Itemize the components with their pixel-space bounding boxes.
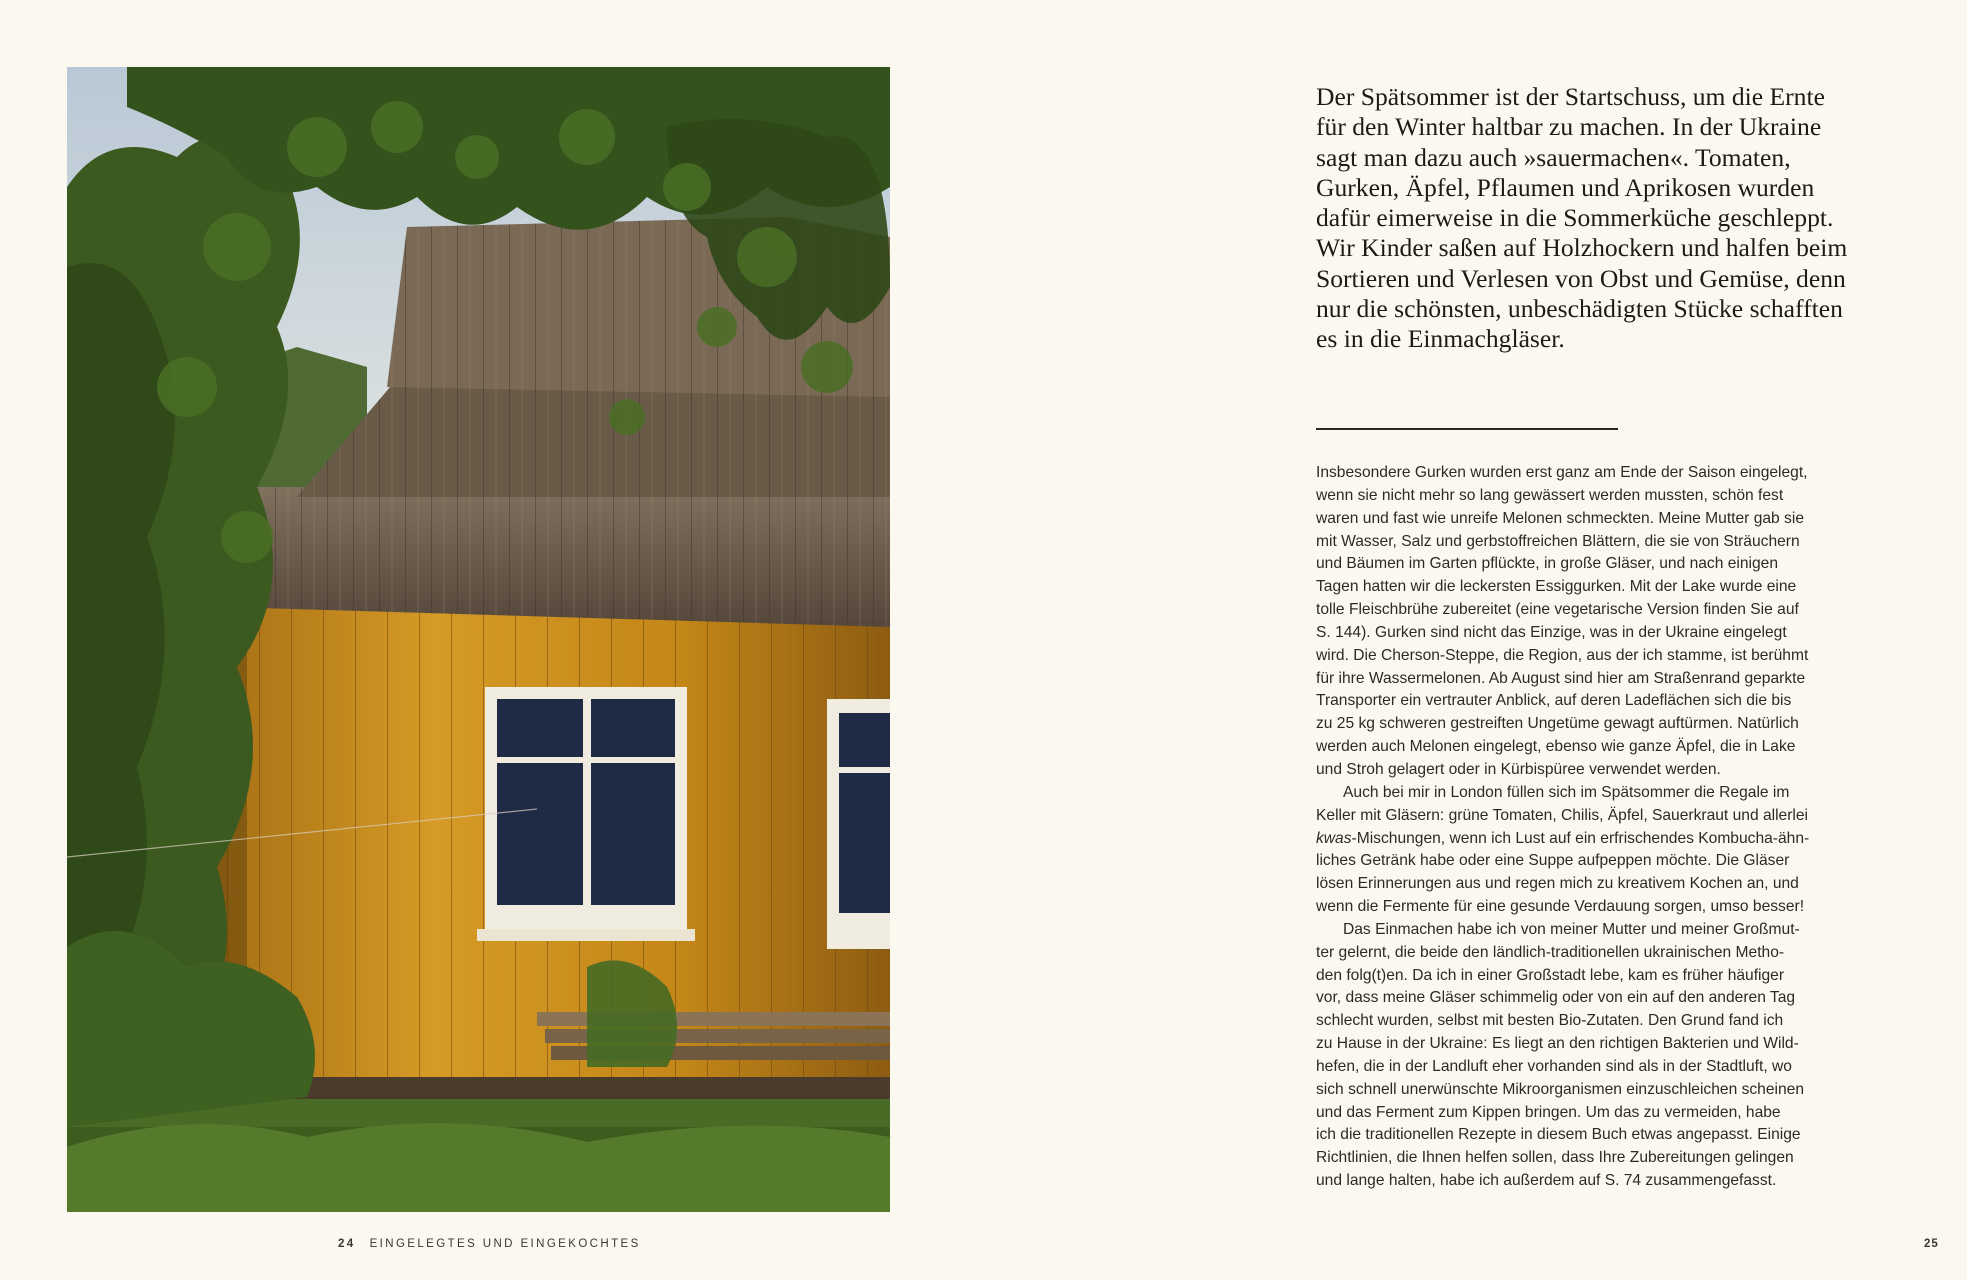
body-line: und lange halten, habe ich außerdem auf S. 74 zusammengefasst. <box>1316 1172 1777 1190</box>
lead-line: für den Winter haltbar zu machen. In der Ukraine <box>1316 112 1822 142</box>
lead-paragraph <box>1316 82 1906 355</box>
lead-line: nur die schönsten, unbeschädigten Stücke schafften <box>1316 294 1843 324</box>
lead-line: Der Spätsommer ist der Startschuss, um die Ernte <box>1316 82 1825 111</box>
body-line: wenn die Fermente für eine gesunde Verdauung sorgen, umso besser! <box>1316 898 1805 916</box>
body-line: S. 144). Gurken sind nicht das Einzige, was in der Ukraine eingelegt <box>1316 623 1787 641</box>
body-line: wenn sie nicht mehr so lang gewässert werden mussten, schön fest <box>1316 486 1784 504</box>
body-line: wird. Die Cherson-Steppe, die Region, aus der ich stamme, ist berühmt <box>1316 646 1809 664</box>
body-line: schlecht wurden, selbst mit besten Bio-Zutaten. Den Grund fand ich <box>1316 1012 1784 1030</box>
body-line: hefen, die in der Landluft eher vorhanden sind als in der Stadtluft, wo <box>1316 1057 1792 1075</box>
body-line: Auch bei mir in London füllen sich im Spätsommer die Regale im <box>1343 783 1790 801</box>
body-line: und das Ferment zum Kippen bringen. Um das zu vermeiden, habe <box>1316 1103 1781 1121</box>
left-footer <box>338 1238 641 1250</box>
body-line: und Stroh gelagert oder in Kürbispüree verwendet werden. <box>1316 760 1721 778</box>
body-line-rest: -Mischungen, wenn ich Lust auf ein erfrischendes Kombucha-ähn- <box>1351 829 1810 847</box>
body-line: und Bäumen im Garten pflückte, in große Gläser, und nach einigen <box>1316 555 1779 573</box>
body-line: für ihre Wassermelonen. Ab August sind hier am Straßenrand geparkte <box>1316 669 1806 687</box>
body-line: ich die traditionellen Rezepte in diesem Buch etwas angepasst. Einige <box>1316 1126 1801 1144</box>
running-title: EINGELEGTES UND EINGEKOCHTES <box>369 1238 641 1250</box>
wooden-house-photo <box>67 67 890 1212</box>
body-line: werden auch Melonen eingelegt, ebenso wie ganze Äpfel, die in Lake <box>1316 738 1796 756</box>
body-line: Transporter ein vertrauter Anblick, auf deren Ladeflächen sich die bis <box>1316 692 1792 710</box>
section-divider <box>1316 428 1618 430</box>
body-line: tolle Fleischbrühe zubereitet (eine vegetarische Version finden Sie auf <box>1316 601 1799 619</box>
body-line: ter gelernt, die beide den ländlich-traditionellen ukrainischen Metho- <box>1316 943 1785 961</box>
body-line: waren und fast wie unreife Melonen schmeckten. Meine Mutter gab sie <box>1316 509 1804 527</box>
right-page-number: 25 <box>1924 1238 1939 1250</box>
lead-line: sagt man dazu auch »sauermachen«. Tomaten, <box>1316 142 1791 172</box>
body-line: zu 25 kg schweren gestreiften Ungetüme gewagt auftürmen. Natürlich <box>1316 715 1799 733</box>
body-line: den folg(t)en. Da ich in einer Großstadt lebe, kam es früher häufiger <box>1316 966 1785 984</box>
body-line: lösen Erinnerungen aus und regen mich zu kreativem Kochen an, und <box>1316 875 1799 893</box>
lead-line: Wir Kinder saßen auf Holzhockern und halfen beim <box>1316 233 1848 263</box>
body-line: zu Hause in der Ukraine: Es liegt an den richtigen Bakterien und Wild- <box>1316 1035 1799 1053</box>
kwas-term: kwas <box>1316 829 1352 847</box>
body-line: mit Wasser, Salz und gerbstoffreichen Blättern, die sie von Sträuchern <box>1316 532 1800 550</box>
lead-line: Sortieren und Verlesen von Obst und Gemüse, denn <box>1316 263 1846 293</box>
body-line: Tagen hatten wir die leckersten Essiggurken. Mit der Lake wurde eine <box>1316 578 1797 596</box>
photo-illustration <box>67 67 890 1212</box>
body-line: Insbesondere Gurken wurden erst ganz am Ende der Saison eingelegt, <box>1316 464 1808 481</box>
body-line: Das Einmachen habe ich von meiner Mutter und meiner Großmut- <box>1343 920 1800 938</box>
left-page-number: 24 <box>338 1238 356 1250</box>
body-line: liches Getränk habe oder eine Suppe aufpeppen möchte. Die Gläser <box>1316 852 1790 870</box>
lead-line: Gurken, Äpfel, Pflaumen und Aprikosen wurden <box>1316 172 1815 202</box>
body-line: Keller mit Gläsern: grüne Tomaten, Chilis, Äpfel, Sauerkraut und allerlei <box>1316 806 1809 824</box>
body-line-kwas <box>1316 828 1906 851</box>
body-line: vor, dass meine Gläser schimmelig oder von ein auf den anderen Tag <box>1316 989 1796 1007</box>
body-text <box>1316 462 1906 1193</box>
body-line: Richtlinien, die Ihnen helfen sollen, dass Ihre Zubereitungen gelingen <box>1316 1149 1794 1167</box>
body-line: sich schnell unerwünschte Mikroorganismen einzuschleichen scheinen <box>1316 1080 1804 1098</box>
lead-line: dafür eimerweise in die Sommerküche geschleppt. <box>1316 203 1834 233</box>
lead-line: es in die Einmachgläser. <box>1316 324 1565 354</box>
